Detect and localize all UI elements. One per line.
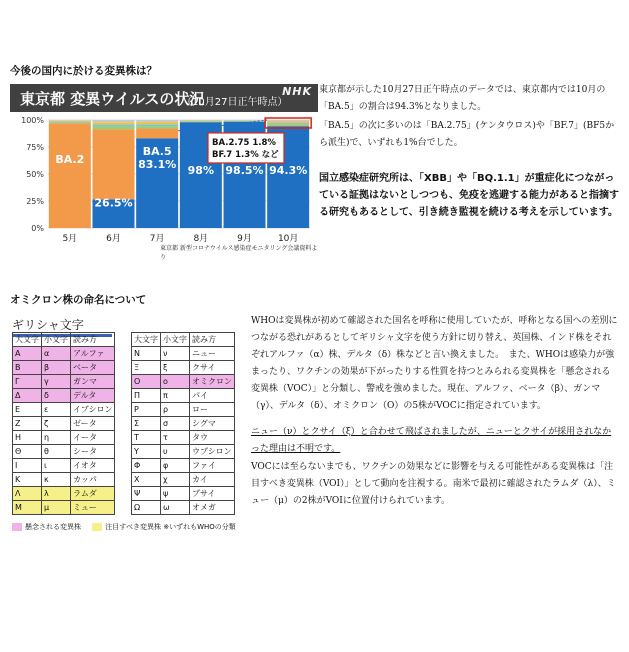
lower-letter: θ xyxy=(42,445,71,459)
table-row xyxy=(13,487,115,501)
table-row xyxy=(13,389,115,403)
col-lower: 小文字 xyxy=(161,333,190,347)
reading: オミクロン xyxy=(190,375,235,389)
nhk-logo: NHK xyxy=(282,85,312,98)
lower-letter: ε xyxy=(42,403,71,417)
upper-letter: Ξ xyxy=(132,361,161,375)
bar-other xyxy=(93,120,135,122)
lower-letter: κ xyxy=(42,473,71,487)
table-row xyxy=(13,375,115,389)
bar-other xyxy=(93,125,135,127)
table-row xyxy=(132,473,235,487)
chart-title: 東京都 変異ウイルスの状況 xyxy=(20,90,205,108)
upper-letter: Χ xyxy=(132,473,161,487)
bar-other xyxy=(267,123,309,125)
upper-letter: Α xyxy=(13,347,42,361)
chart-source: 東京都 新型コロナウイルス感染症モニタリング会議資料より xyxy=(160,245,318,261)
y-tick-label: 100% xyxy=(21,116,44,125)
upper-letter: Θ xyxy=(13,445,42,459)
reading: イプシロン xyxy=(71,403,115,417)
x-tick-label: 5月 xyxy=(62,234,78,244)
upper-letter: Υ xyxy=(132,445,161,459)
paragraph-niid: 国立感染症研究所は、「XBB」や「BQ.1.1」が重症化につながっている証拠はないとしつつも、免疫を逃避する能力があると指摘する研究もあるとして、引き続き監視を続ける考えを示しています。 xyxy=(319,173,619,218)
upper-letter: Ε xyxy=(13,403,42,417)
table-row xyxy=(132,403,235,417)
reading: ロー xyxy=(190,403,235,417)
data-label: 94.3% xyxy=(269,164,308,177)
bar-other xyxy=(93,127,135,129)
bar-other xyxy=(93,122,135,124)
table-row xyxy=(13,417,115,431)
lower-letter: σ xyxy=(161,417,190,431)
lower-letter: ο xyxy=(161,375,190,389)
greek-legend xyxy=(12,522,236,532)
table-header-row xyxy=(132,333,235,347)
lower-letter: λ xyxy=(42,487,71,501)
upper-letter: Σ xyxy=(132,417,161,431)
section-heading-naming: オミクロン株の命名について xyxy=(10,294,147,306)
reading: ゼータ xyxy=(71,417,115,431)
table-row xyxy=(132,361,235,375)
upper-letter: Κ xyxy=(13,473,42,487)
reading: ミュー xyxy=(71,501,115,515)
col-lower: 小文字 xyxy=(42,333,71,347)
table-row xyxy=(132,459,235,473)
bar-ba2 xyxy=(93,129,135,199)
legend-yellow-label: 注目すべき変異株 ※いずれもWHOの分類 xyxy=(105,523,236,531)
table-row xyxy=(132,501,235,515)
upper-letter: Λ xyxy=(13,487,42,501)
reading: ベータ xyxy=(71,361,115,375)
legend-swatch-yellow xyxy=(92,523,102,531)
lower-letter: τ xyxy=(161,431,190,445)
upper-letter: Ψ xyxy=(132,487,161,501)
reading: シグマ xyxy=(190,417,235,431)
data-label: 98.5% xyxy=(225,164,264,177)
y-tick-label: 50% xyxy=(26,170,44,179)
lower-letter: χ xyxy=(161,473,190,487)
greek-title-text: ギリシャ文字 xyxy=(12,318,84,332)
reading: アルファ xyxy=(71,347,115,361)
lower-letter: ξ xyxy=(161,361,190,375)
col-upper: 大文字 xyxy=(132,333,161,347)
bar-other xyxy=(180,121,222,122)
bar-ba2 xyxy=(136,129,178,139)
lower-letter: φ xyxy=(161,459,190,473)
upper-letter: Ω xyxy=(132,501,161,515)
reading: ニュー xyxy=(190,347,235,361)
table-row xyxy=(132,431,235,445)
table-row xyxy=(13,347,115,361)
bar-ba2 xyxy=(49,123,91,228)
lower-letter: δ xyxy=(42,389,71,403)
data-label: 26.5% xyxy=(94,196,133,210)
reading: ラムダ xyxy=(71,487,115,501)
upper-letter: Τ xyxy=(132,431,161,445)
chart-date: （10月27日正午時点） xyxy=(182,97,288,108)
bar-other xyxy=(267,122,309,124)
bar-other xyxy=(180,120,222,121)
bar-other xyxy=(267,120,309,122)
table-row xyxy=(13,431,115,445)
upper-letter: Η xyxy=(13,431,42,445)
data-label: BA.2 xyxy=(55,153,85,167)
lower-letter: ψ xyxy=(161,487,190,501)
table-row xyxy=(132,417,235,431)
reading: ガンマ xyxy=(71,375,115,389)
reading: デルタ xyxy=(71,389,115,403)
reading: イータ xyxy=(71,431,115,445)
table-header-row xyxy=(13,333,115,347)
reading: カイ xyxy=(190,473,235,487)
upper-letter: Ρ xyxy=(132,403,161,417)
data-label: 83.1% xyxy=(138,158,177,172)
lower-letter: ω xyxy=(161,501,190,515)
lower-letter: ι xyxy=(42,459,71,473)
upper-letter: Γ xyxy=(13,375,42,389)
lower-letter: γ xyxy=(42,375,71,389)
paragraph-next-variants: 「BA.5」の次に多いのは「BA.2.75」(ケンタウロス)や「BF.7」(BF5から派生)で、いずれも1%台でした。 xyxy=(319,121,615,148)
paragraph-who-naming: WHOは変異株が初めて確認された国名を呼称に使用していたが、呼称となる国への差別につながる恐れがあるとしてギリシャ文字を使う方針に切り替え、英国株、インド株をそれぞれアルファ（α）株、デルタ（δ）株などと言い換えました。 また、WHOは感染力が強まったり、ワクチンの効果が下がったりする性質を持つとみられる変異株を「懸念される変異株（VOC）」と分類し、警戒を強めました。現在、アルファ、ベータ（β）、ガンマ（γ）、デルタ（δ）、オミクロン（O）の5株がVOCに指定されています。 xyxy=(251,316,618,411)
table-row xyxy=(132,375,235,389)
bar-other xyxy=(180,121,222,122)
bar-other xyxy=(136,126,178,128)
col-upper: 大文字 xyxy=(13,333,42,347)
lower-letter: ν xyxy=(161,347,190,361)
x-tick-label: 9月 xyxy=(237,234,252,244)
table-row xyxy=(132,389,235,403)
paragraph-nu-xi: ニュー（ν）とクサイ（ξ）と合わせて飛ばされましたが、ニューとクサイが採用されなかった理由は不明です。 xyxy=(251,427,612,454)
bar-other xyxy=(49,120,91,121)
table-row xyxy=(13,473,115,487)
table-row xyxy=(13,459,115,473)
paragraph-tokyo-data: 東京都が示した10月27日正午時点のデータでは、東京都内では10月の「BA.5」の割合は94.3%となりました。 xyxy=(319,85,606,112)
upper-letter: Ο xyxy=(132,375,161,389)
lower-letter: ρ xyxy=(161,403,190,417)
bar-other xyxy=(180,122,222,123)
reading: ファイ xyxy=(190,459,235,473)
table-row xyxy=(132,445,235,459)
table-row xyxy=(132,347,235,361)
variant-chart xyxy=(10,84,318,261)
col-reading: 読み方 xyxy=(71,333,115,347)
table-row xyxy=(13,403,115,417)
col-reading: 読み方 xyxy=(190,333,235,347)
y-tick-label: 0% xyxy=(31,224,44,233)
bar-other xyxy=(49,122,91,123)
lower-letter: η xyxy=(42,431,71,445)
upper-letter: Δ xyxy=(13,389,42,403)
upper-letter: Ν xyxy=(132,347,161,361)
bar-other xyxy=(136,120,178,122)
reading: クサイ xyxy=(190,361,235,375)
reading: イオタ xyxy=(71,459,115,473)
chart-header xyxy=(10,84,318,112)
upper-letter: Μ xyxy=(13,501,42,515)
reading: プサイ xyxy=(190,487,235,501)
lower-letter: β xyxy=(42,361,71,375)
legend-swatch-pink xyxy=(12,523,22,531)
reading: カッパ xyxy=(71,473,115,487)
lower-letter: ζ xyxy=(42,417,71,431)
x-tick-label: 6月 xyxy=(106,234,121,244)
upper-letter: Ζ xyxy=(13,417,42,431)
x-tick-label: 8月 xyxy=(193,234,209,244)
reading: オメガ xyxy=(190,501,235,515)
bar-other xyxy=(267,125,309,127)
upper-letter: Β xyxy=(13,361,42,375)
reading: タウ xyxy=(190,431,235,445)
bar-other xyxy=(49,121,91,122)
legend-pink-label: 懸念される変異株 xyxy=(25,523,81,531)
bar-other xyxy=(136,122,178,124)
reading: ウプシロン xyxy=(190,445,235,459)
table-row xyxy=(13,361,115,375)
reading: パイ xyxy=(190,389,235,403)
section-heading-variants: 今後の国内に於ける変異株は？ xyxy=(10,65,157,77)
table-row xyxy=(13,445,115,459)
x-tick-label: 7月 xyxy=(149,234,165,244)
greek-table-left xyxy=(12,332,115,515)
upper-letter: Ι xyxy=(13,459,42,473)
lower-letter: μ xyxy=(42,501,71,515)
table-row xyxy=(132,487,235,501)
greek-table-right xyxy=(131,332,235,515)
table-row xyxy=(13,501,115,515)
x-tick-label: 10月 xyxy=(277,234,299,244)
data-label: 98% xyxy=(187,164,215,177)
data-label: BA.5 xyxy=(142,145,172,159)
inset-line: BF.7 1.3% など xyxy=(212,149,279,160)
y-tick-label: 25% xyxy=(26,197,44,206)
inset-line: BA.2.75 1.8% xyxy=(212,137,276,148)
paragraph-voi: VOCには至らないまでも、ワクチンの効果などに影響を与える可能性がある変異株は「注目すべき変異株（VOI）」として動向を注視する。南米で最初に確認されたラムダ（λ）、ミュー（μ）の2株がVOIに位置付けられています。 xyxy=(251,462,616,506)
lower-letter: π xyxy=(161,389,190,403)
upper-letter: Π xyxy=(132,389,161,403)
lower-letter: υ xyxy=(161,445,190,459)
lower-letter: α xyxy=(42,347,71,361)
bar-other xyxy=(136,124,178,126)
y-tick-label: 75% xyxy=(26,143,44,152)
chart-plot xyxy=(10,112,318,254)
upper-letter: Φ xyxy=(132,459,161,473)
bar-other xyxy=(49,122,91,123)
reading: シータ xyxy=(71,445,115,459)
